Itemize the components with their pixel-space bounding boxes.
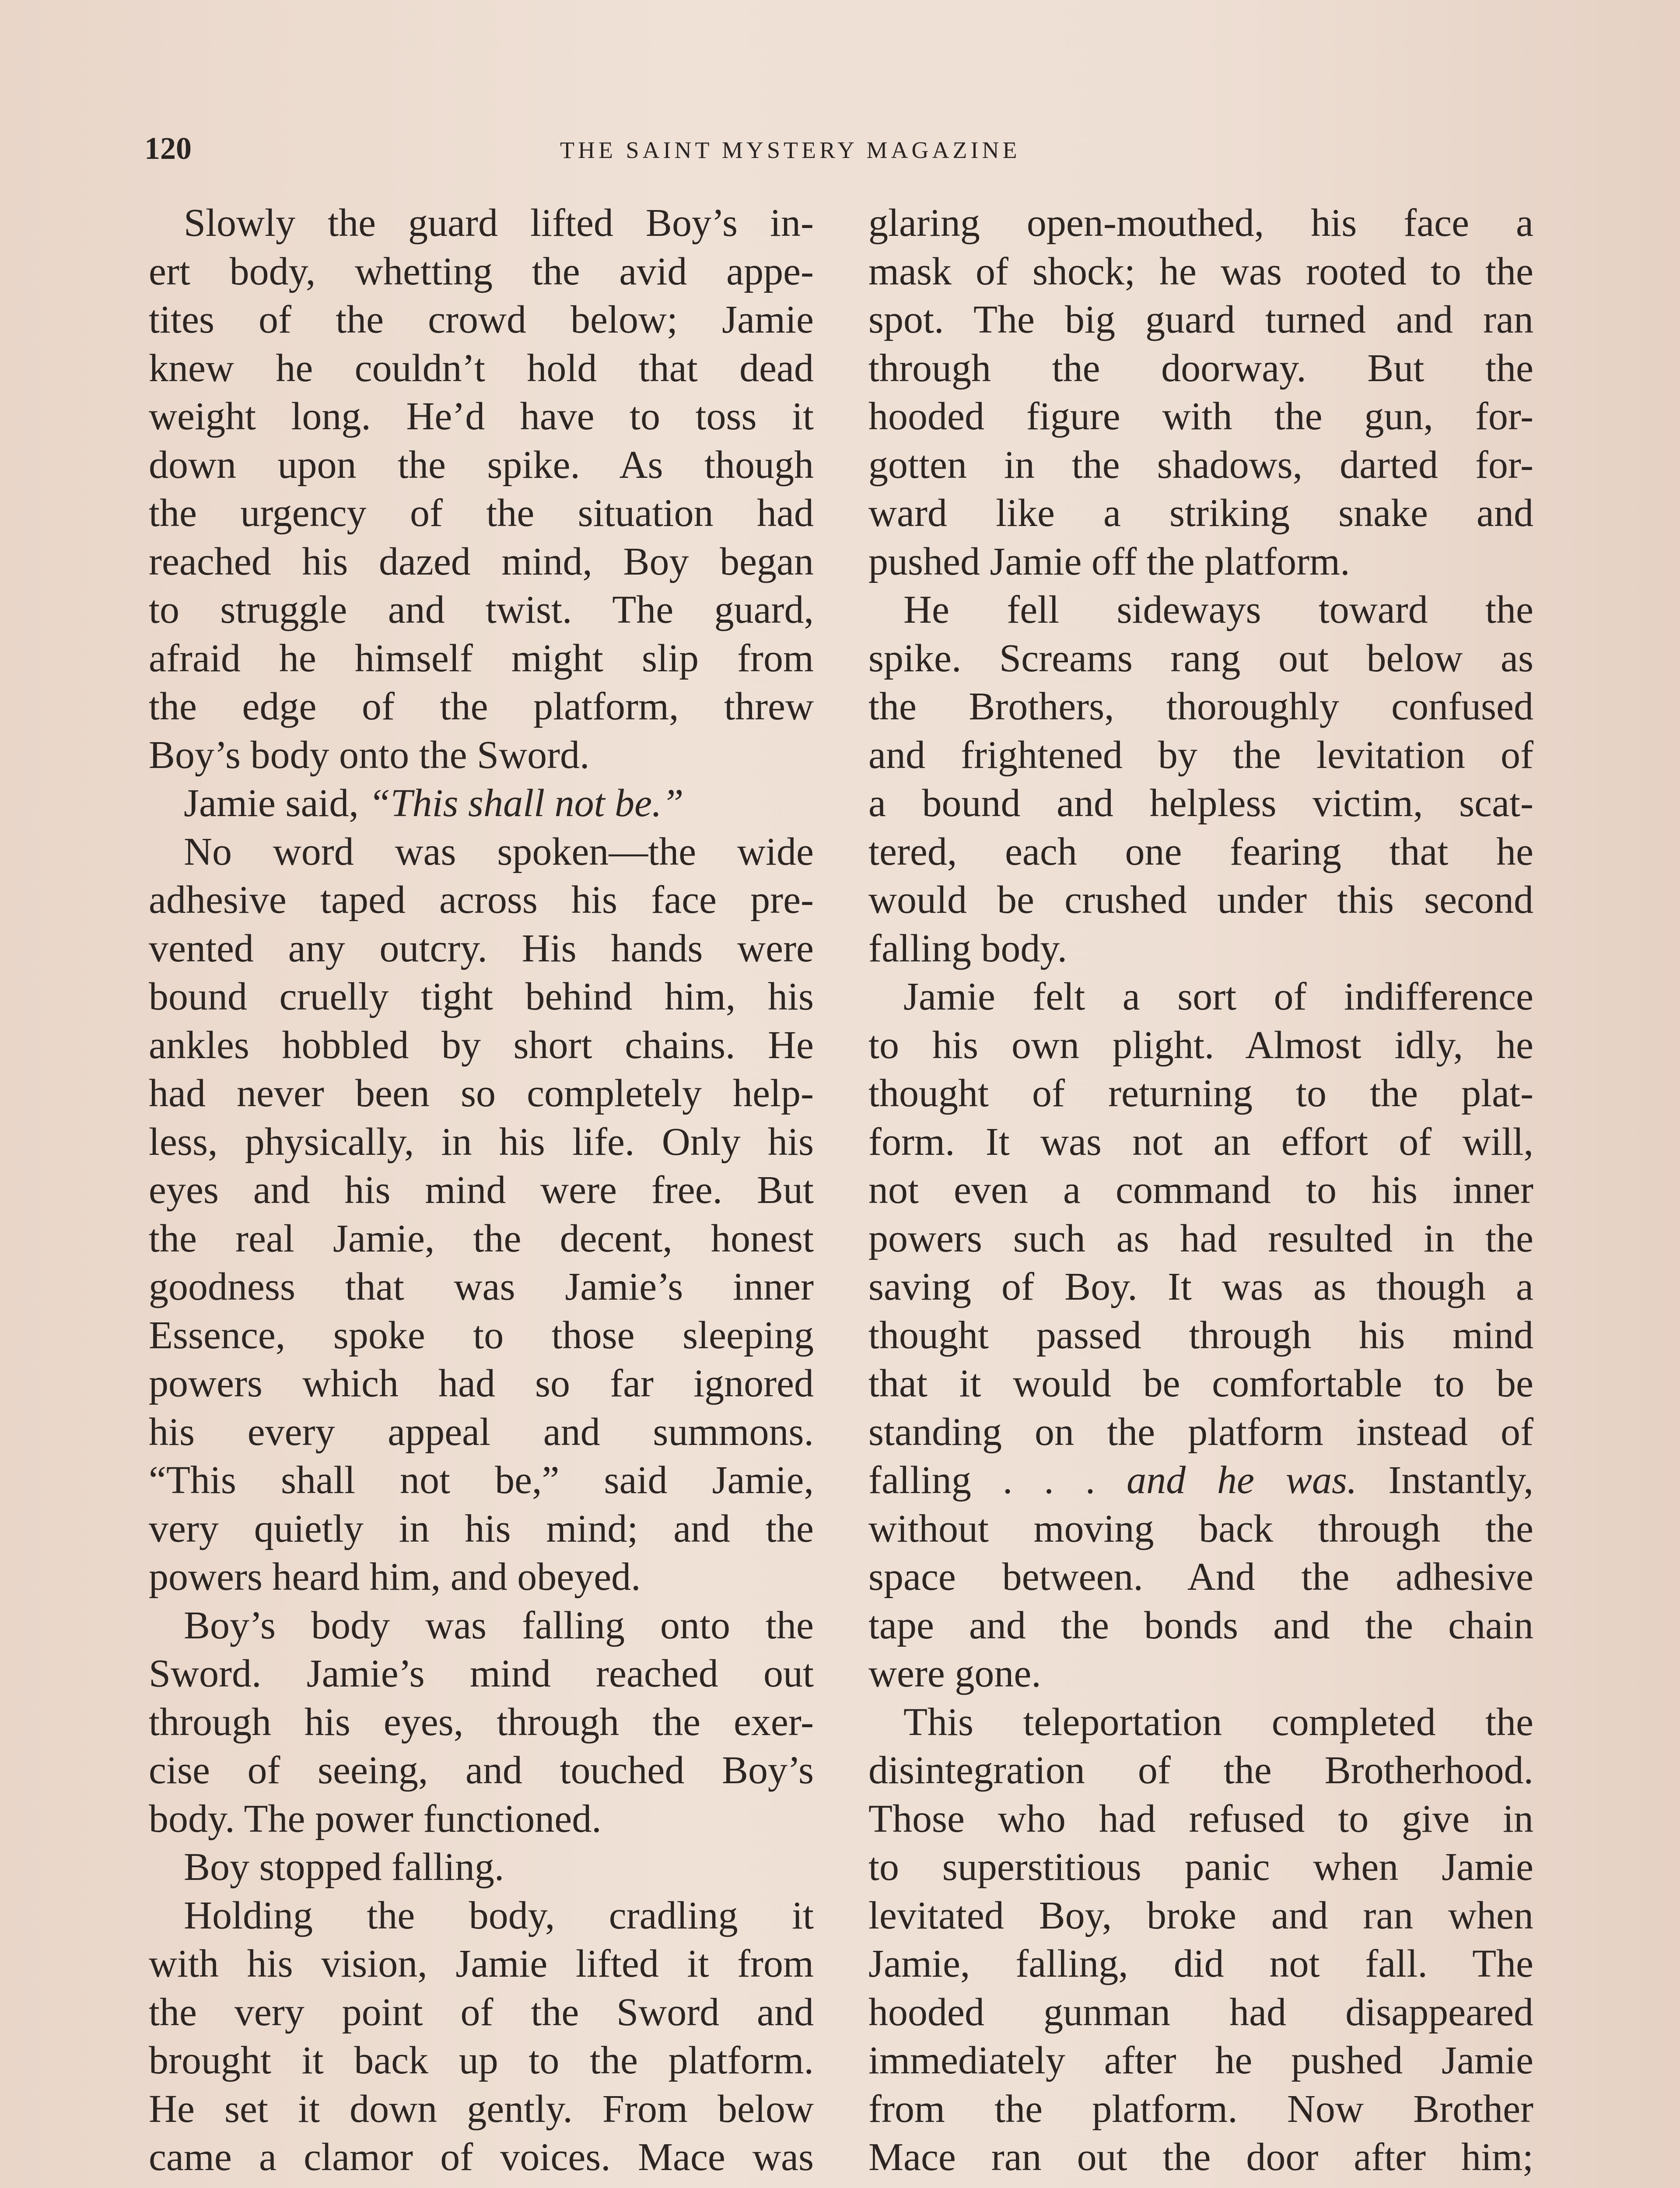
text-line: levitated Boy, broke and ran when — [868, 1893, 1533, 1937]
text-line: weight long. He’d have to toss it — [149, 395, 814, 438]
text-line: less, physically, in his life. Only his — [149, 1120, 814, 1164]
text-line: hooded figure with the gun, for- — [868, 395, 1533, 438]
text-line: the edge of the platform, threw — [149, 685, 814, 728]
paragraph — [149, 1892, 814, 2182]
text-line: through the doorway. But the — [868, 346, 1533, 390]
text-line: Those who had refused to give in — [868, 1797, 1533, 1841]
text-line: form. It was not an effort of will, — [868, 1120, 1533, 1164]
text-line: powers heard him, and obeyed. — [149, 1555, 641, 1599]
page-number: 120 — [144, 131, 192, 166]
text-line: immediately after he pushed Jamie — [868, 2039, 1533, 2082]
text-line: his every appeal and summons. — [149, 1410, 814, 1454]
text-line — [868, 1456, 1533, 1505]
text-line: tites of the crowd below; Jamie — [149, 298, 814, 341]
text-line: He fell sideways toward the — [903, 588, 1533, 631]
italic-quote: “This shall not be.” — [368, 782, 684, 825]
text-line: Boy stopped falling. — [184, 1845, 504, 1889]
text-line: Jamie, falling, did not fall. The — [868, 1942, 1533, 1985]
text-line: from the platform. Now Brother — [868, 2087, 1533, 2131]
text-line: afraid he himself might slip from — [149, 636, 814, 680]
text-line: Boy’s body was falling onto the — [184, 1603, 814, 1647]
paragraph — [149, 1843, 814, 1892]
text-line: the real Jamie, the decent, honest — [149, 1217, 814, 1260]
text-line: tered, each one fearing that he — [868, 830, 1533, 873]
text-line: not even a command to his inner — [868, 1168, 1533, 1212]
text-line: “This shall not be,” said Jamie, — [149, 1459, 814, 1502]
text-line — [149, 779, 814, 828]
text-line: gotten in the shadows, darted for- — [868, 443, 1533, 487]
text-line: thought passed through his mind — [868, 1313, 1533, 1357]
paragraph — [149, 199, 814, 779]
text-line: would be crushed under this second — [868, 878, 1533, 922]
text-line: Slowly the guard lifted Boy’s in- — [184, 201, 814, 245]
paragraph — [149, 779, 814, 828]
text-line: pushed Jamie off the platform. — [868, 540, 1350, 583]
text-line: without moving back through the — [868, 1507, 1533, 1550]
text-line: to struggle and twist. The guard, — [149, 588, 814, 631]
text-line: bound cruelly tight behind him, his — [149, 975, 814, 1018]
paragraph — [868, 199, 1533, 586]
text-line: thought of returning to the plat- — [868, 1072, 1533, 1115]
text-line: the very point of the Sword and — [149, 1990, 814, 2034]
text-line: the urgency of the situation had — [149, 491, 814, 535]
text-line: with his vision, Jamie lifted it from — [149, 1942, 814, 1985]
running-head: THE SAINT MYSTERY MAGAZINE — [560, 137, 1021, 163]
text-line: came a clamor of voices. Mace was — [149, 2135, 814, 2179]
text-line: down upon the spike. As though — [149, 443, 814, 487]
text-line: the Brothers, thoroughly confused — [868, 685, 1533, 728]
text-line: ankles hobbled by short chains. He — [149, 1023, 814, 1067]
text-line: falling body. — [868, 926, 1068, 970]
text-line: adhesive taped across his face pre- — [149, 878, 814, 922]
text-line: cise of seeing, and touched Boy’s — [149, 1749, 814, 1792]
text-line: through his eyes, through the exer- — [149, 1700, 814, 1744]
text-line: that it would be comfortable to be — [868, 1362, 1533, 1405]
text-line: He set it down gently. From below — [149, 2087, 814, 2131]
text-line: goodness that was Jamie’s inner — [149, 1265, 814, 1308]
text-line: powers which had so far ignored — [149, 1362, 814, 1405]
text-line: space between. And the adhesive — [868, 1555, 1533, 1599]
text-line: ert body, whetting the avid appe- — [149, 249, 814, 293]
text-line: Jamie felt a sort of indifference — [903, 975, 1533, 1018]
dialogue-lead: Jamie said, — [184, 782, 369, 825]
right-column — [868, 199, 1533, 2182]
text-line: vented any outcry. His hands were — [149, 926, 814, 970]
text-line: had never been so completely help- — [149, 1072, 814, 1115]
text-line: powers such as had resulted in the — [868, 1217, 1533, 1260]
text-line: spike. Screams rang out below as — [868, 636, 1533, 680]
text-line: brought it back up to the platform. — [149, 2039, 814, 2082]
text-line: very quietly in his mind; and the — [149, 1507, 814, 1550]
text-line: disintegration of the Brotherhood. — [868, 1749, 1533, 1792]
text-line: mask of shock; he was rooted to the — [868, 249, 1533, 293]
text-line: tape and the bonds and the chain — [868, 1603, 1533, 1647]
text-line: and frightened by the levitation of — [868, 733, 1533, 777]
text-line: eyes and his mind were free. But — [149, 1168, 814, 1212]
text-line: ward like a striking snake and — [868, 491, 1533, 535]
text-line: saving of Boy. It was as though a — [868, 1265, 1533, 1308]
text-line: Essence, spoke to those sleeping — [149, 1313, 814, 1357]
paragraph — [868, 1698, 1533, 2182]
text-line: This teleportation completed the — [903, 1700, 1533, 1744]
paragraph — [149, 828, 814, 1602]
text-line: were gone. — [868, 1652, 1041, 1695]
text-line: a bound and helpless victim, scat- — [868, 782, 1533, 825]
paragraph — [149, 1602, 814, 1844]
paragraph — [868, 586, 1533, 973]
text-line: Holding the body, cradling it — [184, 1893, 814, 1937]
text-run: falling . . . — [868, 1459, 1127, 1502]
italic-phrase: and he was. — [1127, 1459, 1357, 1502]
text-line: Mace ran out the door after him; — [868, 2135, 1533, 2179]
paragraph — [868, 973, 1533, 1698]
text-line: to his own plight. Almost idly, he — [868, 1023, 1533, 1067]
left-column — [149, 199, 814, 2182]
text-line: standing on the platform instead of — [868, 1410, 1533, 1454]
text-line: to superstitious panic when Jamie — [868, 1845, 1533, 1889]
text-line: Boy’s body onto the Sword. — [149, 733, 590, 777]
text-run: Instantly, — [1357, 1459, 1533, 1502]
text-line: knew he couldn’t hold that dead — [149, 346, 814, 390]
text-line: hooded gunman had disappeared — [868, 1990, 1533, 2034]
text-line: reached his dazed mind, Boy began — [149, 540, 814, 583]
text-line: glaring open-mouthed, his face a — [868, 201, 1533, 245]
text-line: Sword. Jamie’s mind reached out — [149, 1652, 814, 1695]
text-line: spot. The big guard turned and ran — [868, 298, 1533, 341]
text-line: No word was spoken—the wide — [184, 830, 814, 873]
text-line: body. The power functioned. — [149, 1797, 602, 1841]
page-header — [144, 130, 1544, 179]
